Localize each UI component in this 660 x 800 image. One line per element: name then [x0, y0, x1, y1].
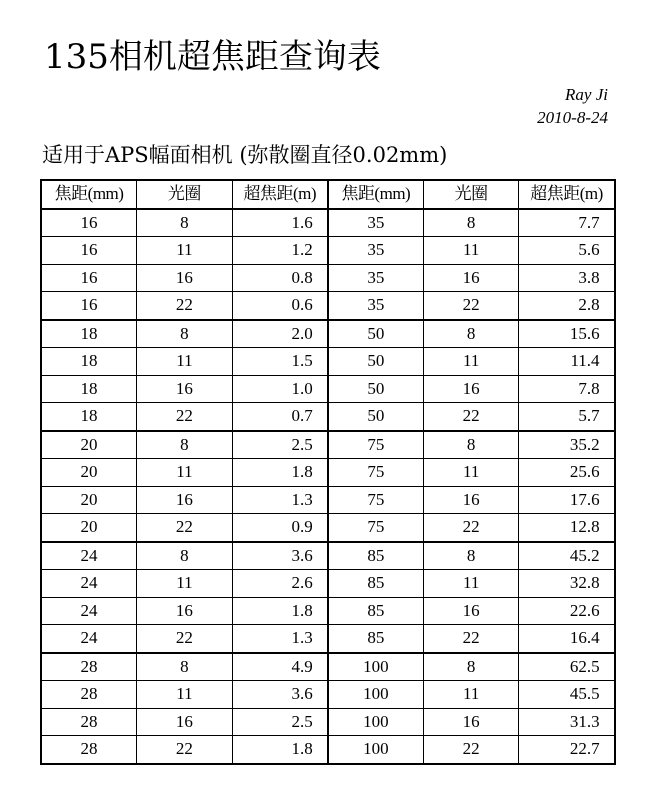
cell-focal-length: 16	[41, 292, 137, 320]
header-aperture-right: 光圈	[423, 180, 519, 209]
table-subtitle: 适用于APS幅面相机 (弥散圈直径0.02mm)	[42, 143, 448, 167]
cell-aperture: 16	[137, 486, 233, 514]
header-focal-length-right: 焦距(mm)	[328, 180, 424, 209]
table-row	[41, 514, 615, 542]
cell-hyperfocal: 1.3	[232, 625, 328, 653]
cell-focal-length: 75	[328, 514, 424, 542]
cell-hyperfocal: 5.6	[519, 237, 615, 265]
table-row	[41, 320, 615, 348]
cell-hyperfocal: 17.6	[519, 486, 615, 514]
cell-focal-length: 16	[41, 264, 137, 292]
cell-aperture: 11	[137, 570, 233, 598]
cell-aperture: 16	[423, 597, 519, 625]
cell-aperture: 8	[423, 320, 519, 348]
cell-aperture: 8	[137, 653, 233, 681]
cell-hyperfocal: 1.3	[232, 486, 328, 514]
cell-focal-length: 20	[41, 514, 137, 542]
cell-hyperfocal: 5.7	[519, 403, 615, 431]
table-header-row	[41, 180, 615, 209]
table-row	[41, 542, 615, 570]
cell-hyperfocal: 25.6	[519, 459, 615, 487]
cell-aperture: 22	[423, 292, 519, 320]
cell-aperture: 16	[137, 264, 233, 292]
cell-focal-length: 75	[328, 431, 424, 459]
cell-hyperfocal: 0.7	[232, 403, 328, 431]
cell-aperture: 11	[423, 348, 519, 376]
cell-focal-length: 50	[328, 375, 424, 403]
cell-aperture: 16	[137, 708, 233, 736]
cell-hyperfocal: 7.7	[519, 209, 615, 237]
cell-hyperfocal: 22.7	[519, 736, 615, 764]
cell-hyperfocal: 2.0	[232, 320, 328, 348]
table-row	[41, 570, 615, 598]
table-row	[41, 653, 615, 681]
cell-hyperfocal: 1.8	[232, 459, 328, 487]
cell-focal-length: 35	[328, 209, 424, 237]
cell-hyperfocal: 2.6	[232, 570, 328, 598]
table-row	[41, 681, 615, 709]
cell-aperture: 16	[423, 486, 519, 514]
cell-focal-length: 24	[41, 597, 137, 625]
cell-hyperfocal: 1.0	[232, 375, 328, 403]
cell-hyperfocal: 1.2	[232, 237, 328, 265]
cell-focal-length: 20	[41, 459, 137, 487]
table-row	[41, 264, 615, 292]
cell-hyperfocal: 15.6	[519, 320, 615, 348]
cell-aperture: 22	[423, 625, 519, 653]
cell-aperture: 11	[137, 681, 233, 709]
cell-focal-length: 35	[328, 264, 424, 292]
table-row	[41, 403, 615, 431]
cell-aperture: 16	[137, 597, 233, 625]
cell-focal-length: 75	[328, 459, 424, 487]
cell-hyperfocal: 12.8	[519, 514, 615, 542]
table-row	[41, 486, 615, 514]
header-hyperfocal-right: 超焦距(m)	[519, 180, 615, 209]
header-focal-length-left: 焦距(mm)	[41, 180, 137, 209]
cell-aperture: 11	[137, 459, 233, 487]
cell-hyperfocal: 3.6	[232, 542, 328, 570]
cell-hyperfocal: 7.8	[519, 375, 615, 403]
hyperfocal-table	[40, 179, 616, 765]
cell-aperture: 11	[423, 237, 519, 265]
cell-aperture: 22	[137, 403, 233, 431]
cell-aperture: 22	[137, 625, 233, 653]
cell-hyperfocal: 1.6	[232, 209, 328, 237]
cell-focal-length: 18	[41, 348, 137, 376]
table-row	[41, 375, 615, 403]
cell-focal-length: 20	[41, 431, 137, 459]
cell-hyperfocal: 31.3	[519, 708, 615, 736]
table-row	[41, 736, 615, 764]
cell-focal-length: 24	[41, 625, 137, 653]
table-row	[41, 292, 615, 320]
cell-aperture: 11	[423, 681, 519, 709]
cell-hyperfocal: 0.6	[232, 292, 328, 320]
cell-aperture: 8	[137, 542, 233, 570]
cell-focal-length: 50	[328, 348, 424, 376]
cell-focal-length: 24	[41, 570, 137, 598]
cell-aperture: 8	[423, 209, 519, 237]
cell-aperture: 8	[137, 431, 233, 459]
table-row	[41, 209, 615, 237]
cell-hyperfocal: 45.2	[519, 542, 615, 570]
table-row	[41, 597, 615, 625]
cell-aperture: 8	[137, 320, 233, 348]
cell-aperture: 8	[423, 431, 519, 459]
cell-aperture: 11	[137, 237, 233, 265]
cell-hyperfocal: 0.8	[232, 264, 328, 292]
cell-hyperfocal: 62.5	[519, 653, 615, 681]
cell-aperture: 22	[423, 514, 519, 542]
cell-focal-length: 18	[41, 403, 137, 431]
cell-aperture: 22	[423, 403, 519, 431]
cell-focal-length: 28	[41, 708, 137, 736]
cell-hyperfocal: 1.8	[232, 736, 328, 764]
cell-aperture: 16	[137, 375, 233, 403]
table-row	[41, 348, 615, 376]
cell-hyperfocal: 3.8	[519, 264, 615, 292]
cell-hyperfocal: 45.5	[519, 681, 615, 709]
cell-aperture: 22	[137, 736, 233, 764]
cell-aperture: 16	[423, 708, 519, 736]
cell-hyperfocal: 3.6	[232, 681, 328, 709]
cell-focal-length: 18	[41, 320, 137, 348]
header-aperture-left: 光圈	[137, 180, 233, 209]
cell-focal-length: 24	[41, 542, 137, 570]
cell-focal-length: 18	[41, 375, 137, 403]
cell-hyperfocal: 2.8	[519, 292, 615, 320]
cell-aperture: 8	[423, 653, 519, 681]
cell-aperture: 22	[423, 736, 519, 764]
cell-aperture: 11	[423, 570, 519, 598]
table-body	[41, 209, 615, 764]
cell-focal-length: 100	[328, 708, 424, 736]
cell-aperture: 16	[423, 375, 519, 403]
cell-aperture: 11	[423, 459, 519, 487]
cell-focal-length: 85	[328, 625, 424, 653]
cell-focal-length: 28	[41, 653, 137, 681]
table-row	[41, 431, 615, 459]
cell-hyperfocal: 2.5	[232, 708, 328, 736]
cell-hyperfocal: 32.8	[519, 570, 615, 598]
table-row	[41, 237, 615, 265]
cell-hyperfocal: 22.6	[519, 597, 615, 625]
author-name: Ray Ji	[565, 85, 608, 104]
cell-focal-length: 100	[328, 681, 424, 709]
cell-focal-length: 35	[328, 292, 424, 320]
table-row	[41, 459, 615, 487]
cell-focal-length: 35	[328, 237, 424, 265]
document-date: 2010-8-24	[537, 108, 608, 127]
cell-focal-length: 85	[328, 542, 424, 570]
cell-hyperfocal: 16.4	[519, 625, 615, 653]
page-title: 135相机超焦距查询表	[44, 37, 381, 77]
cell-focal-length: 16	[41, 209, 137, 237]
cell-hyperfocal: 2.5	[232, 431, 328, 459]
cell-aperture: 8	[423, 542, 519, 570]
cell-focal-length: 100	[328, 653, 424, 681]
cell-hyperfocal: 4.9	[232, 653, 328, 681]
cell-hyperfocal: 1.5	[232, 348, 328, 376]
cell-hyperfocal: 0.9	[232, 514, 328, 542]
cell-focal-length: 28	[41, 681, 137, 709]
cell-aperture: 22	[137, 514, 233, 542]
cell-focal-length: 50	[328, 403, 424, 431]
cell-aperture: 8	[137, 209, 233, 237]
table-row	[41, 625, 615, 653]
cell-aperture: 16	[423, 264, 519, 292]
cell-aperture: 11	[137, 348, 233, 376]
cell-focal-length: 100	[328, 736, 424, 764]
cell-hyperfocal: 1.8	[232, 597, 328, 625]
cell-focal-length: 85	[328, 570, 424, 598]
cell-focal-length: 85	[328, 597, 424, 625]
cell-focal-length: 50	[328, 320, 424, 348]
cell-focal-length: 75	[328, 486, 424, 514]
cell-aperture: 22	[137, 292, 233, 320]
table-row	[41, 708, 615, 736]
cell-hyperfocal: 11.4	[519, 348, 615, 376]
cell-focal-length: 20	[41, 486, 137, 514]
cell-focal-length: 28	[41, 736, 137, 764]
cell-focal-length: 16	[41, 237, 137, 265]
cell-hyperfocal: 35.2	[519, 431, 615, 459]
header-hyperfocal-left: 超焦距(m)	[232, 180, 328, 209]
